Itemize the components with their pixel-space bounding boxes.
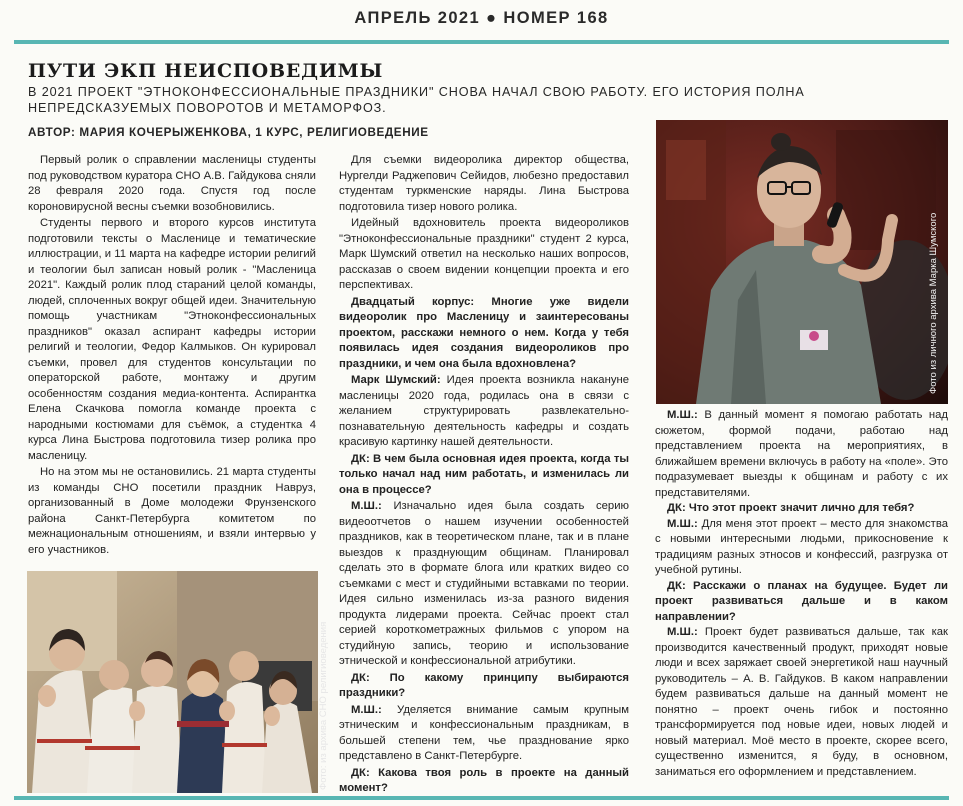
bottom-divider	[14, 796, 949, 800]
interview-question: ДК: В чем была основная идея проекта, когда ты только начал над ним работать, и изменилась ли она в процессе?	[339, 452, 629, 496]
article-lead: В 2021 ПРОЕКТ "ЭТНОКОНФЕССИОНАЛЬНЫЕ ПРАЗДНИКИ" СНОВА НАЧАЛ СВОЮ РАБОТУ. ЕГО ИСТОРИЯ ПОЛНА НЕПРЕДСКАЗУЕМЫХ ПОВОРОТОВ И МЕТАМОРФОЗ.	[28, 85, 805, 115]
interview-answer	[655, 625, 948, 780]
column-right	[655, 408, 948, 780]
interview-question: ДК: По какому принципу выбираются праздники?	[339, 671, 629, 699]
article-headline: ПУТИ ЭКП НЕИСПОВЕДИМЫ	[28, 60, 384, 82]
interview-question: ДК: Что этот проект значит лично для тебя?	[667, 502, 915, 514]
column-left	[28, 153, 316, 559]
top-divider	[14, 40, 949, 44]
speaker-label: М.Ш.:	[667, 517, 698, 530]
answer-text: Уделяется внимание самым крупным этническим и конфессиональным праздникам, в большей степени тем, чье празднование ярко представлено в Санкт-Петербурге.	[339, 703, 629, 762]
photo-credit: Фото из личного архива Марка Шумского	[928, 212, 939, 394]
article-author: АВТОР: МАРИЯ КОЧЕРЫЖЕНКОВА, 1 КУРС, РЕЛИГИОВЕДЕНИЕ	[28, 126, 429, 139]
speaker-label: М.Ш.:	[667, 409, 698, 421]
answer-text: Изначально идея была создать серию видеоотчетов о нашем изучении особенностей праздников, как в теоретическом плане, так и в плане выездов к празднующим общинам. Планировал сделать это в формате блога или кратких видео со съемками с мест и студийными вставками по теории. Идея сильно изменилась из-за разного видения продукта лидерами проекта. Сейчас проект стал серией короткометражных фильмов с упором на студийную запись, теорию и использование этнической и конфессиональной атрибутики.	[339, 500, 629, 667]
paragraph: Первый ролик о справлении масленицы студенты под руководством куратора СНО А.В. Гайдукова сняли 28 февраля 2020 года. Спустя год после короновирусной весны съемки возобновились.	[28, 154, 316, 213]
interview-question: ДК: Расскажи о планах на будущее. Будет ли проект развиваться дальше и в каком направлении?	[655, 579, 948, 623]
speaker-label: М.Ш.:	[667, 626, 698, 638]
interview-answer	[655, 517, 948, 579]
speaker-label: М.Ш.:	[351, 703, 382, 716]
answer-text: Идея проекта возникла накануне масленицы 2020 года, родилась она в связи с желанием структурировать развлекательно-познавательную деятельность кафедры и создать красивую картинку нашей деятельности.	[339, 374, 629, 448]
group-photo	[27, 571, 318, 793]
photo-credit: Фото: из архива СНО религиоведения	[318, 621, 329, 790]
interview-question: ДК: Какова твоя роль в проекте на данный момент?	[339, 766, 629, 794]
issue-header: АПРЕЛЬ 2021 ● НОМЕР 168	[354, 9, 609, 27]
interview-answer	[339, 499, 629, 670]
paragraph: Но на этом мы не остановились. 21 марта студенты из команды СНО посетили праздник Навруз, организованный в Доме молодежи Фрунзенского района Санкт-Петербурга комитетом по межнациональным отношениям, и взяли интервью у его участников.	[28, 466, 316, 556]
paragraph: Идейный вдохновитель проекта видеороликов "Этноконфессиональные праздники" студент 2 курса, Марк Шумский ответил на несколько наших вопросов, рассказав о своем видении концепции проекта и его перспективах.	[339, 217, 629, 291]
speaker-label: Марк Шумский:	[351, 374, 441, 386]
portrait-photo	[656, 120, 948, 404]
speaker-label: М.Ш.:	[351, 500, 382, 512]
answer-text: Для меня этот проект – место для знакомства с новыми интересными людьми, прикосновение к традициям разных этносов и конфессий, разгрузка от учебной рутины.	[655, 517, 948, 576]
answer-text: Проект будет развиваться дальше, так как производится качественный продукт, приходят новые люди и всех заряжает своей энергетикой наш научный руководитель – А. В. Гайдуков. В каком направлении будем развиваться дальше на данный момент не понятно – проект очень гибок и постоянно трансформируется под новые идеи, новых людей и новый материал. Моё место в проекте, скорее всего, существенно изменится, я буду, в основном, заниматься его оформлением и представлением.	[655, 626, 948, 778]
column-middle	[339, 153, 629, 798]
interview-answer	[339, 373, 629, 451]
interview-question: Двадцатый корпус: Многие уже видели видеоролик про Масленицу и заинтересованы проектом, расскажи немного о нем. Когда у тебя появилась идея создания видеороликов про праздники, и чем она была вдохновлена?	[339, 295, 629, 370]
paragraph: Студенты первого и второго курсов института подготовили тексты о Масленице и тематические иллюстрации, и 11 марта на кафедре истории религий и теологии был записан новый ролик - "Масленица 2021". Каждый ролик плод стараний целой команды, людей, сплоченных вокруг общей идеи. Значительную помощь участникам "Этноконфессиональных праздников" оказал аспирант кафедры истории религий и теологии, Федор Калмыков. Он курировал съемки, провел для студентов консультации по операторской работе, монтажу и другим особенностям создания медиа-контента. Аспирантка Елена Скачкова помогла команде проекта с народными костюмами для съёмок, а студентка 4 курса Лина Быстрова подготовила тизер ролика про масленицу.	[28, 217, 316, 462]
interview-answer	[655, 408, 948, 501]
interview-answer	[339, 703, 629, 765]
answer-text: В данный момент я помогаю работать над сюжетом, формой подачи, работаю над представлением проекта на мероприятиях, в ближайшем времени включусь в работу на «поле». Это подразумевает выезды к общинам и работу с их представителями.	[655, 409, 948, 499]
paragraph: Для съемки видеоролика директор общества, Нургелди Раджепович Сейидов, любезно предоставил студентам туркменские наряды. Лина Быстрова подготовила тизер нового ролика.	[339, 154, 629, 213]
